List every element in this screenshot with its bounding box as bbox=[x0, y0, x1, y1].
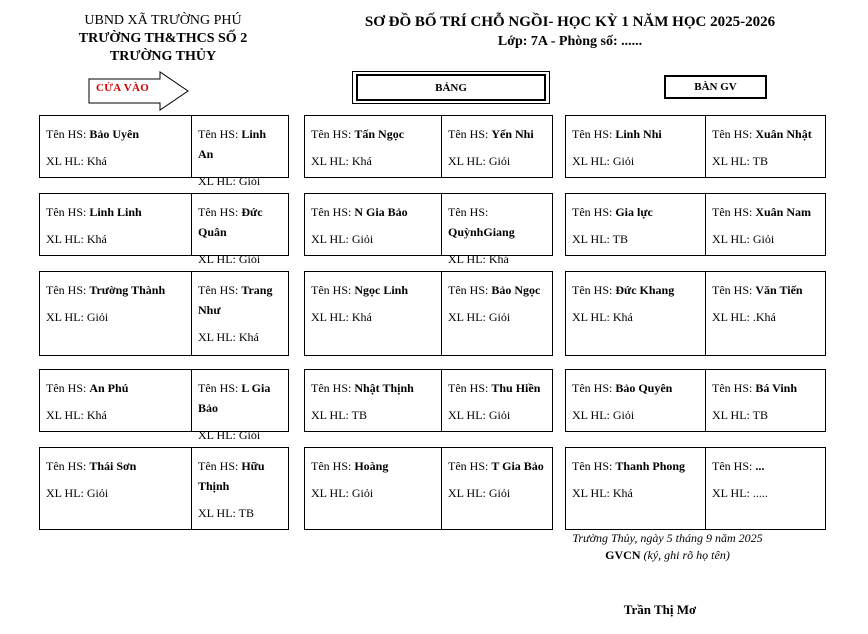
student-grade-line bbox=[448, 405, 546, 425]
name-prefix: Tên HS: bbox=[572, 127, 616, 141]
student-name: T Gia Bảo bbox=[491, 459, 544, 473]
name-prefix: Tên HS: bbox=[448, 283, 492, 297]
student-grade-line bbox=[572, 307, 699, 327]
student-name-line bbox=[198, 280, 282, 320]
signature-date: Trường Thủy, ngày 5 tháng 9 năm 2025 bbox=[572, 531, 763, 545]
student-name: Xuân Nam bbox=[755, 205, 812, 219]
student-grade-line bbox=[311, 405, 435, 425]
student-name-line bbox=[448, 456, 546, 476]
desk bbox=[39, 115, 289, 188]
student-grade: Giỏi bbox=[238, 252, 261, 266]
student-name: QuỳnhGiang bbox=[448, 225, 515, 239]
student-grade-line bbox=[198, 249, 282, 269]
student-name: Xuân Nhật bbox=[755, 127, 812, 141]
student-grade: Khá bbox=[86, 154, 107, 168]
grade-prefix: XL HL: bbox=[572, 232, 613, 246]
name-prefix: Tên HS: bbox=[712, 205, 756, 219]
grade-prefix: XL HL: bbox=[198, 252, 239, 266]
student-grade: Giỏi bbox=[752, 232, 775, 246]
student-grade-line bbox=[712, 405, 819, 425]
student-grade: Giỏi bbox=[86, 310, 109, 324]
name-prefix: Tên HS: bbox=[311, 459, 355, 473]
seat bbox=[705, 448, 825, 529]
student-name: Gia lực bbox=[615, 205, 653, 219]
grade-prefix: XL HL: bbox=[311, 486, 352, 500]
student-name-line bbox=[311, 456, 435, 476]
student-grade-line bbox=[198, 327, 282, 347]
student-grade-line bbox=[46, 405, 185, 425]
student-name: Bảo Ngọc bbox=[491, 283, 541, 297]
student-grade-line bbox=[311, 151, 435, 171]
name-prefix: Tên HS: bbox=[46, 127, 90, 141]
grade-prefix: XL HL: bbox=[712, 408, 753, 422]
student-name-line bbox=[311, 280, 435, 300]
desk bbox=[304, 271, 553, 356]
student-name-line bbox=[572, 124, 699, 144]
name-prefix: Tên HS: bbox=[712, 459, 756, 473]
blackboard bbox=[352, 71, 550, 104]
seat bbox=[191, 370, 288, 442]
student-name-line bbox=[572, 280, 699, 300]
student-grade: TB bbox=[238, 506, 255, 520]
student-name-line bbox=[572, 378, 699, 398]
student-name-line bbox=[448, 378, 546, 398]
grade-prefix: XL HL: bbox=[572, 154, 613, 168]
name-prefix: Tên HS: bbox=[198, 283, 242, 297]
student-grade-line bbox=[448, 483, 546, 503]
seat bbox=[191, 272, 288, 355]
homeroom-teacher-label: GVCN bbox=[605, 548, 641, 562]
student-grade: Giỏi bbox=[488, 486, 511, 500]
desk bbox=[304, 193, 553, 266]
student-grade-line bbox=[311, 483, 435, 503]
student-grade-line bbox=[46, 151, 185, 171]
document-title: SƠ ĐỒ BỐ TRÍ CHỖ NGỒI- HỌC KỲ 1 NĂM HỌC 2025-2026 bbox=[364, 14, 776, 30]
name-prefix: Tên HS: bbox=[198, 205, 242, 219]
desk bbox=[39, 447, 289, 530]
student-name-line bbox=[712, 378, 819, 398]
name-prefix: Tên HS: bbox=[448, 459, 492, 473]
name-prefix: Tên HS: bbox=[311, 381, 355, 395]
desk bbox=[304, 115, 553, 178]
student-name: Linh An bbox=[198, 127, 267, 161]
student-name: L Gia Bảo bbox=[198, 381, 271, 415]
student-name: N Gia Bảo bbox=[354, 205, 408, 219]
seat bbox=[441, 194, 552, 266]
student-grade-line bbox=[572, 405, 699, 425]
student-grade: Giỏi bbox=[488, 408, 511, 422]
grade-prefix: XL HL: bbox=[572, 310, 613, 324]
student-name-line bbox=[311, 124, 435, 144]
student-grade-line bbox=[448, 307, 546, 327]
grade-prefix: XL HL: bbox=[572, 486, 613, 500]
student-name: Thanh Phong bbox=[615, 459, 686, 473]
name-prefix: Tên HS: bbox=[311, 283, 355, 297]
student-grade-line bbox=[198, 503, 282, 523]
seat bbox=[441, 116, 552, 177]
grade-prefix: XL HL: bbox=[311, 408, 352, 422]
name-prefix: Tên HS: bbox=[198, 381, 242, 395]
desk bbox=[304, 447, 553, 530]
seat bbox=[566, 116, 705, 177]
student-name: Bá Vinh bbox=[755, 381, 798, 395]
student-grade: Khá bbox=[238, 330, 259, 344]
school-name-2: TRƯỜNG THỦY bbox=[109, 49, 217, 64]
student-grade: Khá bbox=[351, 154, 372, 168]
name-prefix: Tên HS: bbox=[572, 381, 616, 395]
seat bbox=[441, 272, 552, 355]
student-grade-line bbox=[448, 249, 546, 269]
student-name-line bbox=[198, 378, 282, 418]
student-grade: Giỏi bbox=[488, 310, 511, 324]
student-grade: Khá bbox=[612, 486, 633, 500]
name-prefix: Tên HS: bbox=[46, 205, 90, 219]
name-prefix: Tên HS: bbox=[46, 459, 90, 473]
desk bbox=[565, 369, 826, 432]
grade-prefix: XL HL: bbox=[311, 310, 352, 324]
seat bbox=[566, 194, 705, 255]
student-name-line bbox=[448, 124, 546, 144]
seat bbox=[305, 370, 441, 431]
grade-prefix: XL HL: bbox=[572, 408, 613, 422]
student-grade-line bbox=[712, 307, 819, 327]
school-header bbox=[18, 12, 308, 66]
grade-prefix: XL HL: bbox=[712, 310, 753, 324]
seat bbox=[705, 194, 825, 255]
student-name-line bbox=[311, 378, 435, 398]
student-grade: .Khá bbox=[752, 310, 776, 324]
student-grade-line bbox=[712, 483, 819, 503]
name-prefix: Tên HS: bbox=[311, 205, 355, 219]
blackboard-label: BẢNG bbox=[356, 74, 546, 101]
entrance-label: CỬA VÀO bbox=[96, 82, 150, 94]
student-name-line bbox=[198, 202, 282, 242]
student-grade: Giỏi bbox=[351, 486, 374, 500]
student-grade: Khá bbox=[612, 310, 633, 324]
student-grade: Giỏi bbox=[86, 486, 109, 500]
class-room-line: Lớp: 7A - Phòng số: ...... bbox=[497, 34, 643, 49]
grade-prefix: XL HL: bbox=[448, 408, 489, 422]
student-grade-line bbox=[712, 151, 819, 171]
signature-title bbox=[545, 548, 790, 563]
student-grade-line bbox=[311, 229, 435, 249]
seat bbox=[705, 272, 825, 355]
name-prefix: Tên HS: bbox=[712, 381, 756, 395]
grade-prefix: XL HL: bbox=[311, 232, 352, 246]
student-name: Đức Quân bbox=[198, 205, 263, 239]
student-name-line bbox=[448, 280, 546, 300]
student-name: Trường Thành bbox=[89, 283, 166, 297]
student-grade-line bbox=[198, 425, 282, 445]
student-grade: Giỏi bbox=[238, 428, 261, 442]
name-prefix: Tên HS: bbox=[712, 127, 756, 141]
name-prefix: Tên HS: bbox=[448, 127, 492, 141]
student-grade: Giỏi bbox=[351, 232, 374, 246]
desk bbox=[304, 369, 553, 432]
grade-prefix: XL HL: bbox=[46, 486, 87, 500]
student-name-line bbox=[46, 280, 185, 300]
authority-name: UBND XÃ TRƯỜNG PHÚ bbox=[84, 13, 242, 28]
student-grade-line bbox=[46, 307, 185, 327]
student-grade: TB bbox=[351, 408, 368, 422]
grade-prefix: XL HL: bbox=[46, 408, 87, 422]
desk bbox=[565, 193, 826, 256]
name-prefix: Tên HS: bbox=[198, 459, 242, 473]
desk bbox=[39, 369, 289, 442]
student-name-line bbox=[46, 378, 185, 398]
seat bbox=[40, 448, 191, 529]
student-name: Ngọc Linh bbox=[354, 283, 409, 297]
student-name: Bảo Quyên bbox=[615, 381, 673, 395]
name-prefix: Tên HS: bbox=[572, 283, 616, 297]
student-name: Bảo Uyên bbox=[89, 127, 140, 141]
seat bbox=[305, 448, 441, 529]
teacher-name: Trần Thị Mơ bbox=[623, 602, 697, 617]
student-name-line bbox=[311, 202, 435, 222]
student-grade-line bbox=[46, 229, 185, 249]
seat bbox=[305, 272, 441, 355]
name-prefix: Tên HS: bbox=[572, 205, 616, 219]
seat bbox=[40, 272, 191, 355]
student-grade: Khá bbox=[86, 232, 107, 246]
student-grade: Giỏi bbox=[238, 174, 261, 188]
name-prefix: Tên HS: bbox=[46, 283, 90, 297]
seat bbox=[441, 448, 552, 529]
desk bbox=[39, 193, 289, 266]
student-grade-line bbox=[311, 307, 435, 327]
student-name: Đức Khang bbox=[615, 283, 675, 297]
student-grade: Giỏi bbox=[488, 154, 511, 168]
name-prefix: Tên HS: bbox=[46, 381, 90, 395]
seat bbox=[191, 194, 288, 266]
name-prefix: Tên HS: bbox=[198, 127, 242, 141]
desk bbox=[39, 271, 289, 356]
student-grade: TB bbox=[612, 232, 629, 246]
student-name: Linh Nhi bbox=[615, 127, 662, 141]
seat bbox=[40, 370, 191, 431]
grade-prefix: XL HL: bbox=[712, 232, 753, 246]
grade-prefix: XL HL: bbox=[46, 154, 87, 168]
grade-prefix: XL HL: bbox=[46, 232, 87, 246]
student-name-line bbox=[712, 202, 819, 222]
grade-prefix: XL HL: bbox=[198, 506, 239, 520]
grade-prefix: XL HL: bbox=[448, 154, 489, 168]
student-grade: TB bbox=[752, 154, 769, 168]
student-grade-line bbox=[712, 229, 819, 249]
student-name-line bbox=[198, 124, 282, 164]
student-grade: Giỏi bbox=[612, 154, 635, 168]
student-grade: Khá bbox=[351, 310, 372, 324]
student-name: Nhật Thịnh bbox=[354, 381, 414, 395]
seat bbox=[705, 370, 825, 431]
student-grade-line bbox=[572, 229, 699, 249]
grade-prefix: XL HL: bbox=[712, 154, 753, 168]
seat bbox=[191, 116, 288, 188]
signature-note: (ký, ghi rõ họ tên) bbox=[643, 548, 730, 562]
seat bbox=[305, 194, 441, 255]
student-name-line bbox=[712, 124, 819, 144]
student-name-line bbox=[46, 202, 185, 222]
student-name-line bbox=[46, 456, 185, 476]
grade-prefix: XL HL: bbox=[712, 486, 753, 500]
school-name: TRƯỜNG TH&THCS SỐ 2 bbox=[78, 31, 248, 46]
student-name: An Phú bbox=[89, 381, 129, 395]
grade-prefix: XL HL: bbox=[448, 252, 489, 266]
seat bbox=[566, 448, 705, 529]
grade-prefix: XL HL: bbox=[198, 428, 239, 442]
grade-prefix: XL HL: bbox=[448, 486, 489, 500]
desk bbox=[565, 447, 826, 530]
student-name: Yến Nhi bbox=[491, 127, 534, 141]
seat bbox=[40, 194, 191, 255]
grade-prefix: XL HL: bbox=[198, 174, 239, 188]
student-grade-line bbox=[572, 483, 699, 503]
student-grade: Khá bbox=[86, 408, 107, 422]
student-name-line bbox=[198, 456, 282, 496]
name-prefix: Tên HS: bbox=[448, 381, 492, 395]
student-grade-line bbox=[448, 151, 546, 171]
desk bbox=[565, 271, 826, 356]
student-name-line bbox=[46, 124, 185, 144]
name-prefix: Tên HS: bbox=[311, 127, 355, 141]
student-grade: TB bbox=[752, 408, 769, 422]
seat bbox=[566, 272, 705, 355]
student-name-line bbox=[572, 202, 699, 222]
student-name: Văn Tiến bbox=[755, 283, 803, 297]
name-prefix: Tên HS: bbox=[448, 205, 489, 219]
student-grade: Khá bbox=[488, 252, 509, 266]
seat bbox=[191, 448, 288, 529]
desk bbox=[565, 115, 826, 178]
grade-prefix: XL HL: bbox=[448, 310, 489, 324]
grade-prefix: XL HL: bbox=[46, 310, 87, 324]
student-name-line bbox=[448, 202, 546, 242]
seat bbox=[305, 116, 441, 177]
seat bbox=[441, 370, 552, 431]
student-grade: Giỏi bbox=[612, 408, 635, 422]
student-name-line bbox=[712, 280, 819, 300]
seat bbox=[705, 116, 825, 177]
seat bbox=[566, 370, 705, 431]
student-name-line bbox=[712, 456, 819, 476]
student-name: Thái Sơn bbox=[89, 459, 137, 473]
student-name: ... bbox=[755, 459, 765, 473]
teacher-desk: BÀN GV bbox=[664, 75, 767, 99]
student-name: Tấn Ngọc bbox=[354, 127, 405, 141]
student-name: Hoàng bbox=[354, 459, 389, 473]
name-prefix: Tên HS: bbox=[572, 459, 616, 473]
grade-prefix: XL HL: bbox=[311, 154, 352, 168]
student-name: Trang Như bbox=[198, 283, 273, 317]
name-prefix: Tên HS: bbox=[712, 283, 756, 297]
student-name-line bbox=[572, 456, 699, 476]
document-title-block bbox=[320, 12, 820, 52]
student-name: Hữu Thịnh bbox=[198, 459, 265, 493]
seat bbox=[40, 116, 191, 177]
student-grade: ..... bbox=[752, 486, 768, 500]
student-grade-line bbox=[198, 171, 282, 191]
student-grade-line bbox=[46, 483, 185, 503]
grade-prefix: XL HL: bbox=[198, 330, 239, 344]
student-name: Thu Hiền bbox=[491, 381, 541, 395]
student-grade-line bbox=[572, 151, 699, 171]
student-name: Linh Linh bbox=[89, 205, 142, 219]
